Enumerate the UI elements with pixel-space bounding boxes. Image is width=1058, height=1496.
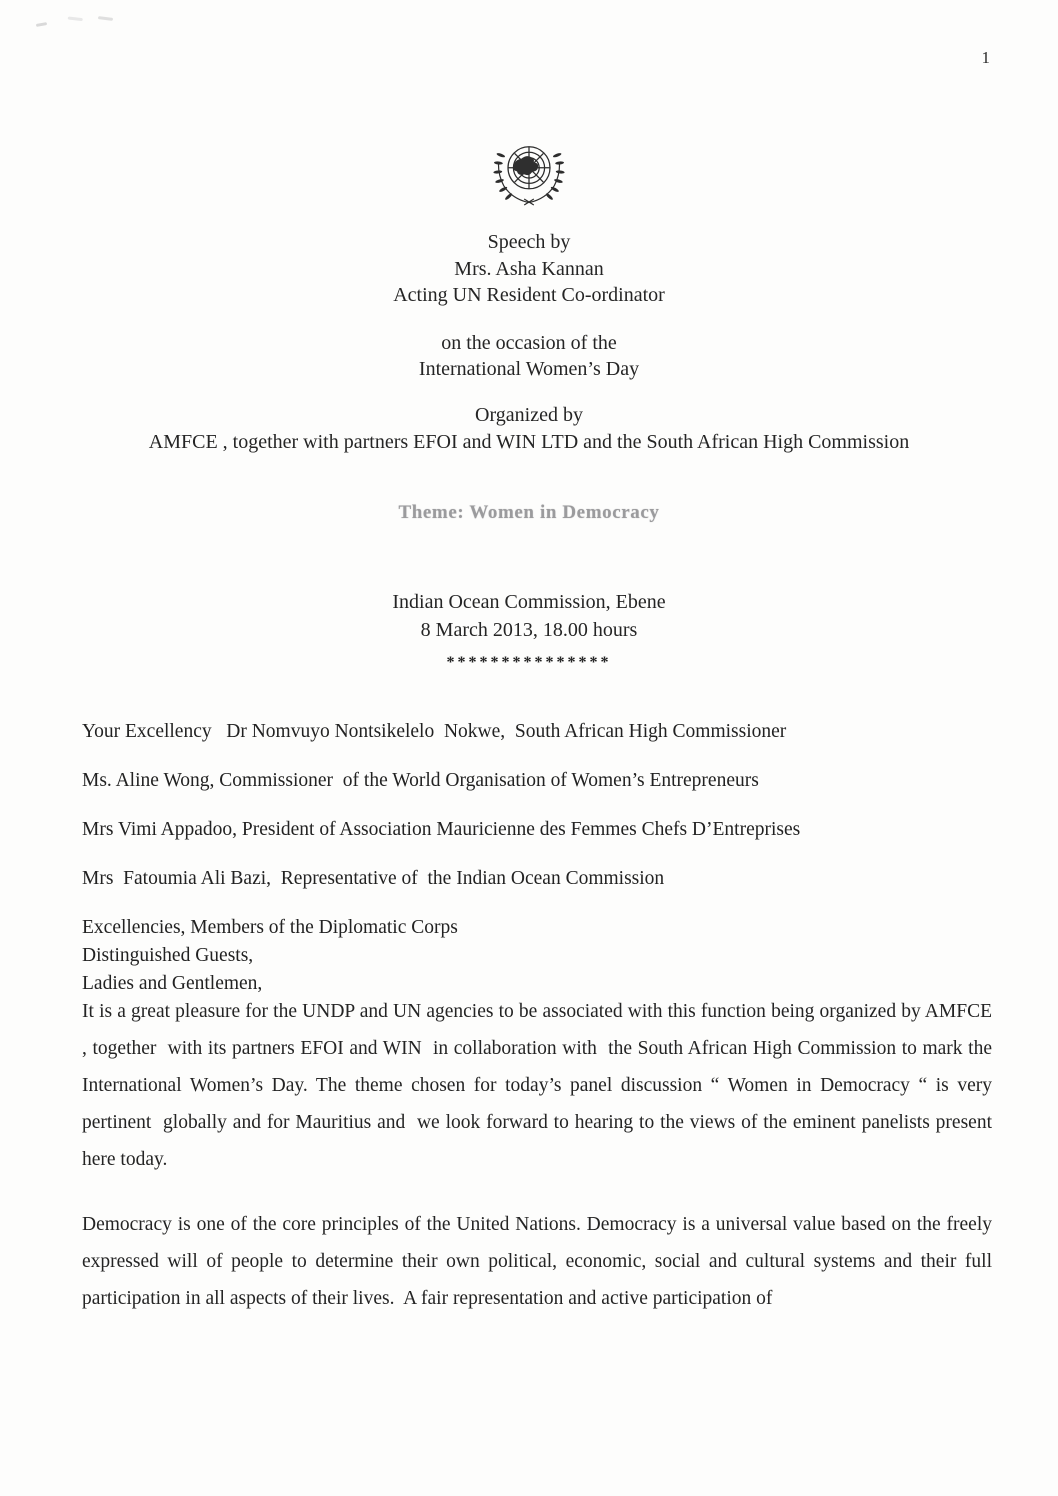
venue-block [0, 588, 1058, 644]
asterisk-divider: *************** [446, 653, 612, 671]
speech-body [0, 718, 1058, 1317]
speech-by-line: Speech by [487, 231, 571, 253]
salutation-line: Your Excellency Dr Nomvuyo Nontsikelelo Nokwe, South African High Commissioner [82, 720, 787, 742]
page-number: 1 [981, 48, 990, 67]
un-emblem-icon [493, 140, 565, 215]
organizer-block [0, 402, 1058, 456]
greeting-line: Distinguished Guests, [82, 944, 254, 966]
greeting-block [82, 914, 992, 998]
speaker-role: Acting UN Resident Co-ordinator [393, 284, 665, 306]
greeting-line: Ladies and Gentlemen, [82, 972, 263, 994]
datetime-line: 8 March 2013, 18.00 hours [420, 618, 638, 641]
organizers-line: AMFCE , together with partners EFOI and WIN LTD and the South African High Commission [148, 430, 910, 453]
title-block [0, 229, 1058, 309]
occasion-intro: on the occasion of the [441, 331, 617, 354]
theme-line: Theme: Women in Democracy [398, 501, 660, 523]
paragraph: Democracy is one of the core principles of the United Nations. Democracy is a universal value based on the freely expressed will of people to determine their own political, economic, social and cultural systems and their full participation in all aspects of their lives. A fair representation and active participation of [82, 1213, 997, 1309]
organized-by-line: Organized by [475, 403, 583, 426]
occasion-block [0, 330, 1058, 383]
salutation-line: Mrs Vimi Appadoo, President of Association Mauricienne des Femmes Chefs D’Entreprises [82, 818, 801, 840]
paragraph: It is a great pleasure for the UNDP and UN agencies to be associated with this function being organized by AMFCE , together with its partners EFOI and WIN in collaboration with the South African High Commission to mark the International Women’s Day. The theme chosen for today’s panel discussion “ Women in Democracy “ is very pertinent globally and for Mauritius and we look forward to hearing to the views of the eminent panelists present here today. [82, 1000, 997, 1170]
salutation-line: Mrs Fatoumia Ali Bazi, Representative of the Indian Ocean Commission [82, 867, 665, 889]
greeting-line: Excellencies, Members of the Diplomatic Corps [82, 916, 458, 938]
event-name: International Women’s Day [418, 358, 640, 380]
scan-artifact [36, 16, 126, 30]
speaker-name: Mrs. Asha Kannan [454, 257, 604, 280]
salutation-line: Ms. Aline Wong, Commissioner of the World Organisation of Women’s Entrepreneurs [82, 769, 759, 791]
venue-line: Indian Ocean Commission, Ebene [392, 590, 666, 613]
